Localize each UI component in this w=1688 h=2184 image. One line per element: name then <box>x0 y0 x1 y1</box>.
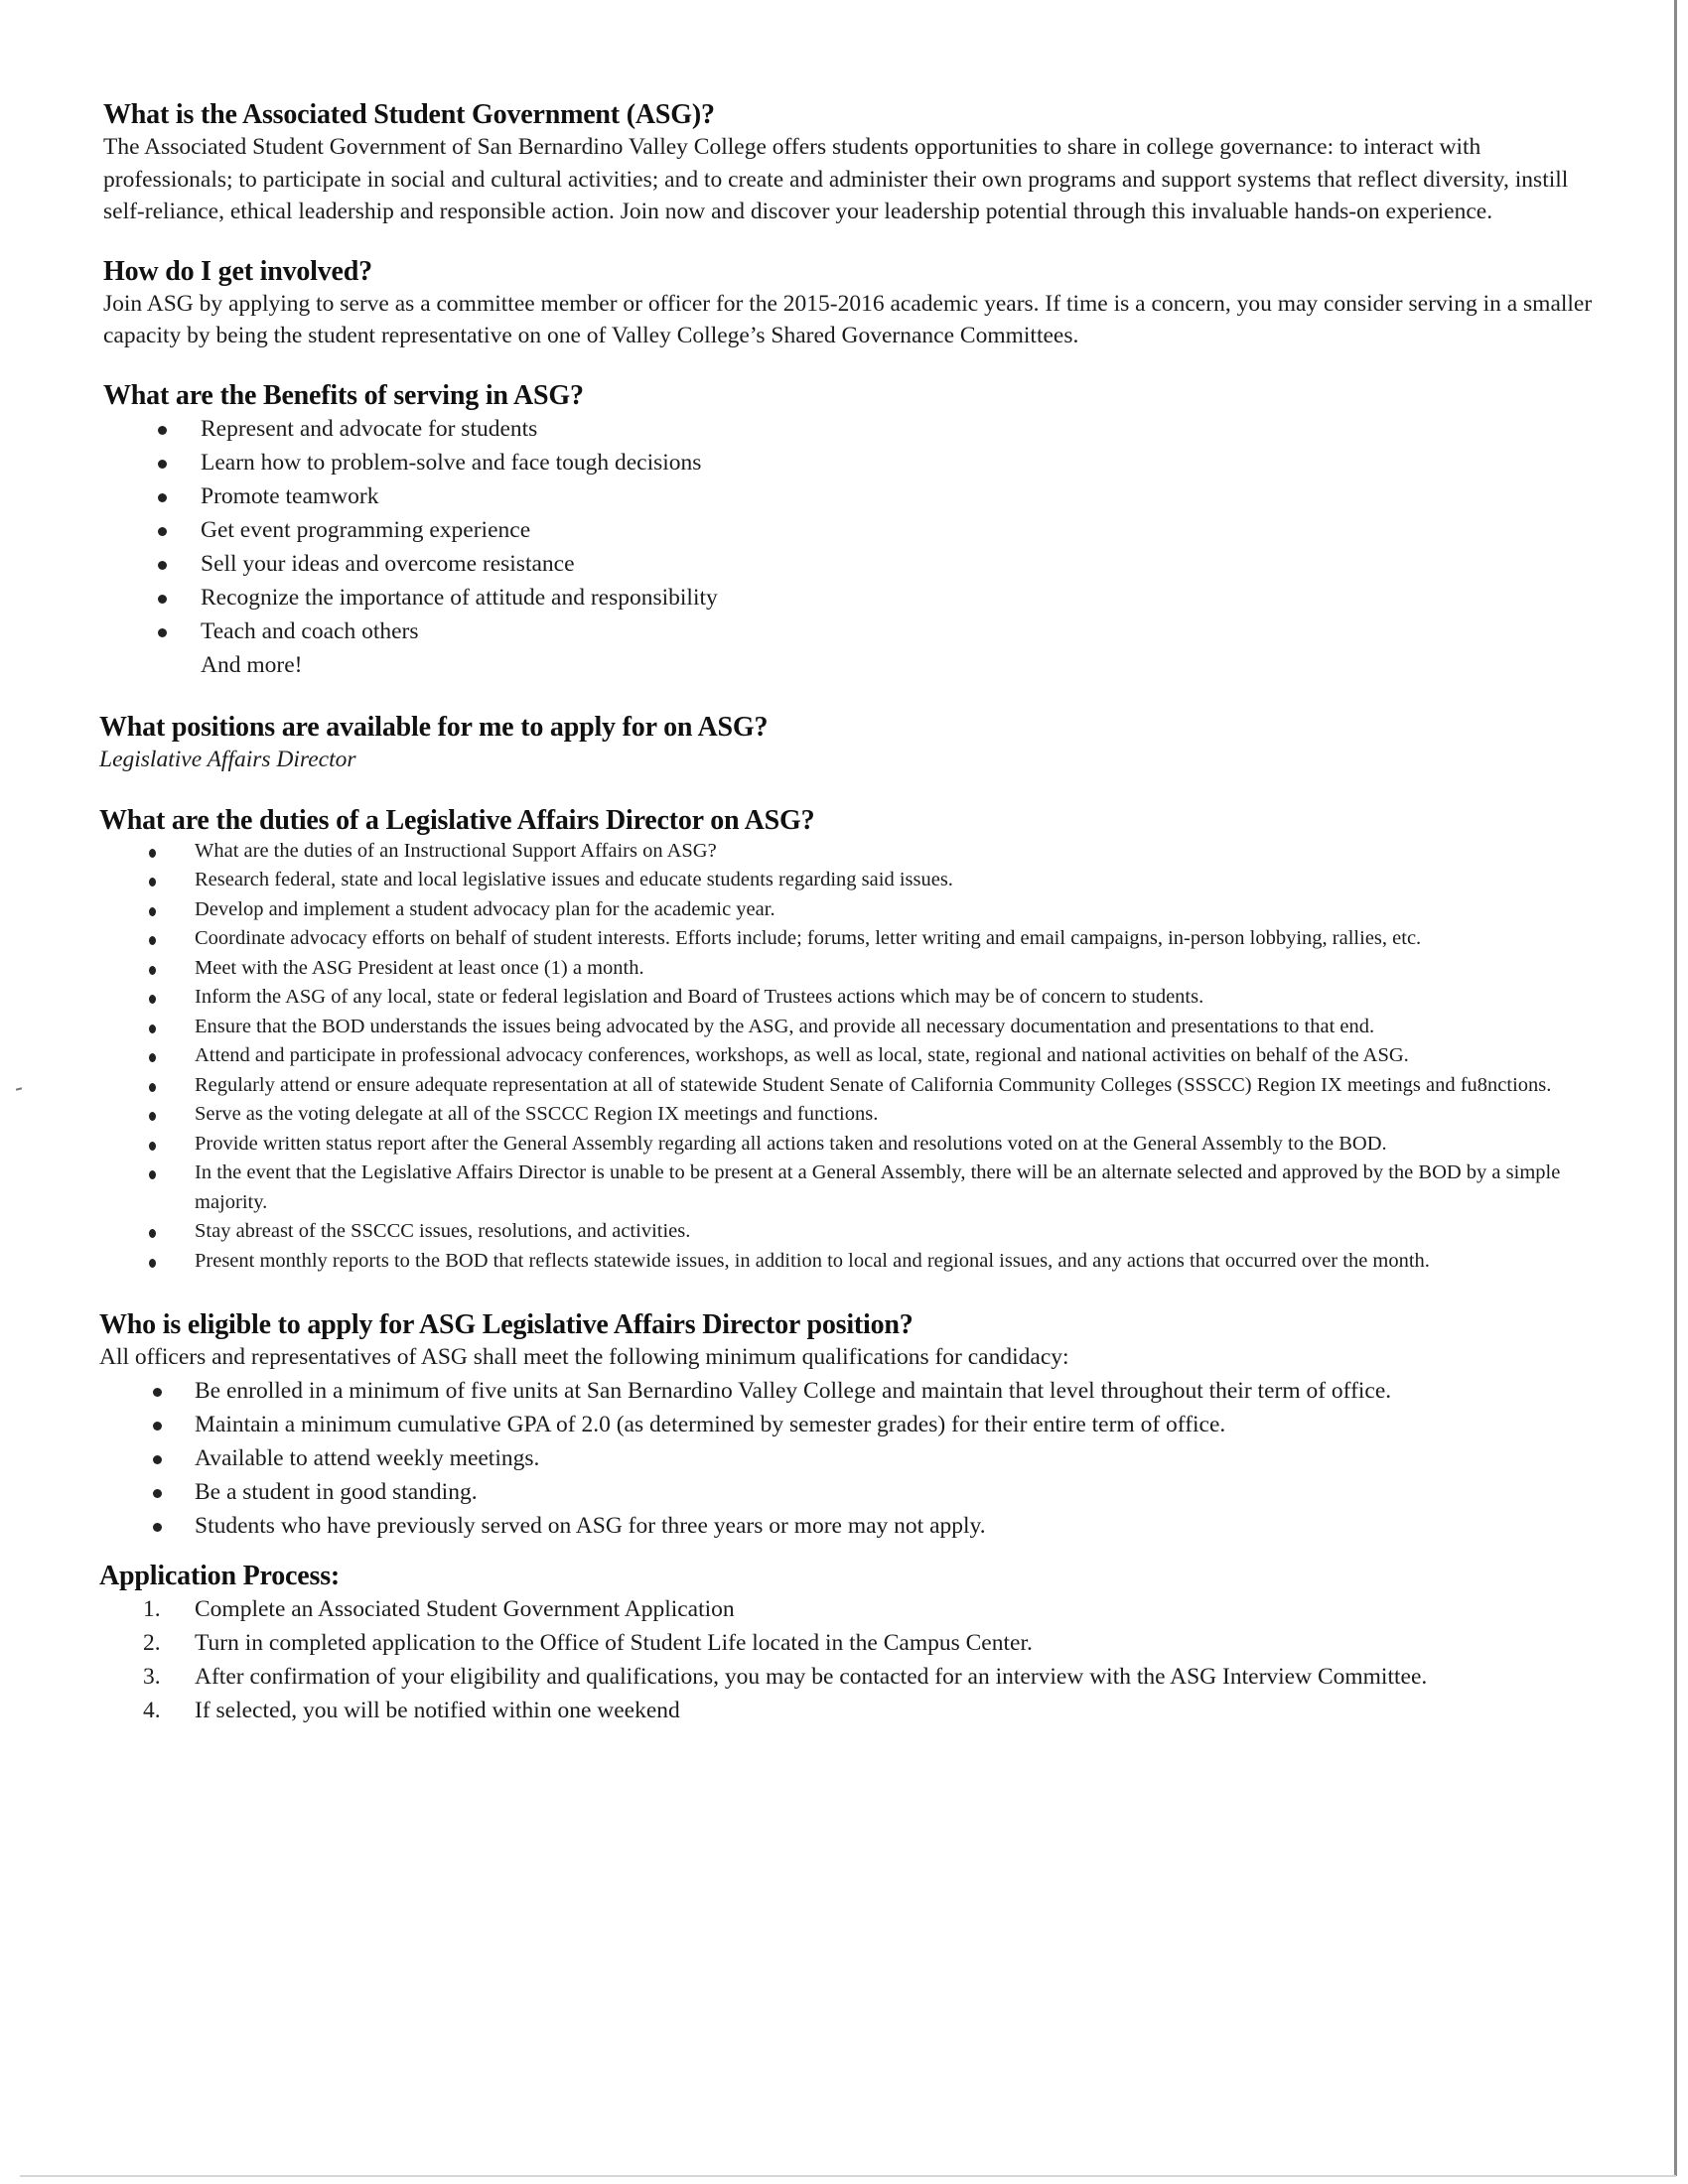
list-item: In the event that the Legislative Affairs Director is unable to be present at a General Assembly, there will be an alternate selected and approved by the BOD by a simple majority. <box>99 1159 1593 1217</box>
bullet-icon <box>153 1455 162 1464</box>
section-eligibility <box>99 1309 1593 1543</box>
section-heading: What positions are available for me to apply for on ASG? <box>99 711 769 743</box>
list-item: 2. Turn in completed application to the Office of Student Life located in the Campus Center. <box>99 1626 1593 1660</box>
bullet-icon <box>149 1053 156 1062</box>
bullet-icon <box>158 527 167 536</box>
list-item: Serve as the voting delegate at all of the SSCCC Region IX meetings and functions. <box>99 1100 1593 1130</box>
eligibility-list <box>99 1374 1593 1543</box>
list-item: Teach and coach others <box>103 614 1593 648</box>
section-heading: What is the Associated Student Government (ASG)? <box>103 99 715 130</box>
bullet-icon <box>149 1229 156 1238</box>
bullet-icon <box>153 1388 162 1397</box>
bullet-icon <box>149 995 156 1004</box>
bullet-icon <box>153 1422 162 1431</box>
section-paragraph: Join ASG by applying to serve as a committee member or officer for the 2015-2016 academic years. If time is a concern, you may consider serving in a smaller capacity by being the student representative on one of Valley College’s Shared Governance Committees. <box>103 290 1593 348</box>
step-number: 4. <box>143 1697 161 1723</box>
bullet-icon <box>149 1170 156 1179</box>
bullet-icon <box>149 849 156 858</box>
section-heading: What are the Benefits of serving in ASG? <box>103 379 584 411</box>
list-item: Be enrolled in a minimum of five units at San Bernardino Valley College and maintain that level throughout their term of office. <box>99 1374 1593 1408</box>
list-item: Be a student in good standing. <box>99 1475 1593 1509</box>
section-paragraph: The Associated Student Government of San Bernardino Valley College offers students opportunities to share in college governance: to interact with professionals; to participate in social and cultural activities; and to create and administer their own programs and support systems that reflect diversity, instill self-reliance, ethical leadership and responsible action. Join now and discover your leadership potential through this invaluable hands-on experience. <box>103 134 1569 224</box>
list-item: Maintain a minimum cumulative GPA of 2.0 (as determined by semester grades) for their entire term of office. <box>99 1408 1593 1441</box>
list-item: Meet with the ASG President at least once (1) a month. <box>99 954 1593 984</box>
list-item: What are the duties of an Instructional Support Affairs on ASG? <box>99 837 1593 867</box>
list-item: 4. If selected, you will be notified within one weekend <box>99 1694 1593 1727</box>
section-heading: What are the duties of a Legislative Affairs Director on ASG? <box>99 804 815 836</box>
bullet-icon <box>158 595 167 604</box>
list-item: Develop and implement a student advocacy plan for the academic year. <box>99 895 1593 925</box>
list-item: Inform the ASG of any local, state or federal legislation and Board of Trustees actions which may be of concern to students. <box>99 983 1593 1013</box>
scan-artifact <box>16 1087 22 1090</box>
list-item: 1. Complete an Associated Student Government Application <box>99 1592 1593 1626</box>
step-number: 1. <box>143 1595 161 1622</box>
list-item: Recognize the importance of attitude and responsibility <box>103 581 1593 614</box>
position-name: Legislative Affairs Director <box>99 746 356 772</box>
duties-list <box>99 837 1593 1277</box>
list-item: 3. After confirmation of your eligibility and qualifications, you may be contacted for an interview with the ASG Interview Committee. <box>99 1660 1593 1694</box>
scan-bottom-edge <box>20 2175 1676 2177</box>
list-item: Coordinate advocacy efforts on behalf of student interests. Efforts include; forums, letter writing and email campaigns, in-person lobbying, rallies, etc. <box>99 924 1593 954</box>
section-application-process <box>99 1561 1593 1727</box>
bullet-icon <box>158 493 167 502</box>
bullet-icon <box>158 628 167 637</box>
document-body <box>99 99 1593 1727</box>
section-heading: Who is eligible to apply for ASG Legislative Affairs Director position? <box>99 1309 914 1340</box>
list-item: Learn how to problem-solve and face tough decisions <box>103 446 1593 479</box>
bullet-icon <box>149 878 156 887</box>
bullet-icon <box>158 561 167 570</box>
list-item: Students who have previously served on ASG for three years or more may not apply. <box>99 1509 1593 1543</box>
list-item: Available to attend weekly meetings. <box>99 1441 1593 1475</box>
bullet-icon <box>149 1024 156 1033</box>
section-heading: Application Process: <box>99 1560 341 1591</box>
section-duties <box>99 805 1593 1277</box>
list-item: Get event programming experience <box>103 513 1593 547</box>
list-item: Promote teamwork <box>103 479 1593 513</box>
bullet-icon <box>149 1142 156 1151</box>
list-item: Attend and participate in professional advocacy conferences, workshops, as well as local, state, regional and national activities on behalf of the ASG. <box>99 1041 1593 1071</box>
section-get-involved <box>103 256 1593 352</box>
bullet-icon <box>153 1489 162 1498</box>
step-number: 2. <box>143 1629 161 1656</box>
section-positions <box>99 712 1593 775</box>
list-item: Represent and advocate for students <box>103 412 1593 446</box>
benefits-list <box>103 412 1593 682</box>
bullet-icon <box>158 426 167 435</box>
bullet-icon <box>153 1523 162 1532</box>
bullet-icon <box>158 460 167 469</box>
bullet-icon <box>149 1083 156 1092</box>
list-trailing-text: And more! <box>201 651 303 678</box>
list-item: Provide written status report after the General Assembly regarding all actions taken and resolutions voted on at the General Assembly to the BOD. <box>99 1130 1593 1160</box>
list-item: Stay abreast of the SSCCC issues, resolutions, and activities. <box>99 1217 1593 1247</box>
scan-right-edge <box>1674 0 1677 2176</box>
list-item: Present monthly reports to the BOD that reflects statewide issues, in addition to local and regional issues, and any actions that occurred over the month. <box>99 1247 1593 1277</box>
list-item: Sell your ideas and overcome resistance <box>103 547 1593 581</box>
list-item: Regularly attend or ensure adequate representation at all of statewide Student Senate of California Community Colleges (SSSCC) Region IX meetings and fu8nctions. <box>99 1071 1593 1101</box>
eligibility-intro: All officers and representatives of ASG shall meet the following minimum qualifications for candidacy: <box>99 1344 1069 1370</box>
bullet-icon <box>149 1112 156 1121</box>
section-heading: How do I get involved? <box>103 255 372 287</box>
bullet-icon <box>149 1259 156 1268</box>
section-benefits <box>103 380 1593 682</box>
list-item: Ensure that the BOD understands the issues being advocated by the ASG, and provide all necessary documentation and presentations to that end. <box>99 1013 1593 1042</box>
bullet-icon <box>149 966 156 975</box>
bullet-icon <box>149 907 156 916</box>
bullet-icon <box>149 936 156 945</box>
step-number: 3. <box>143 1663 161 1690</box>
section-what-is-asg <box>103 99 1593 228</box>
list-item: Research federal, state and local legislative issues and educate students regarding said issues. <box>99 866 1593 895</box>
application-steps <box>99 1592 1593 1727</box>
